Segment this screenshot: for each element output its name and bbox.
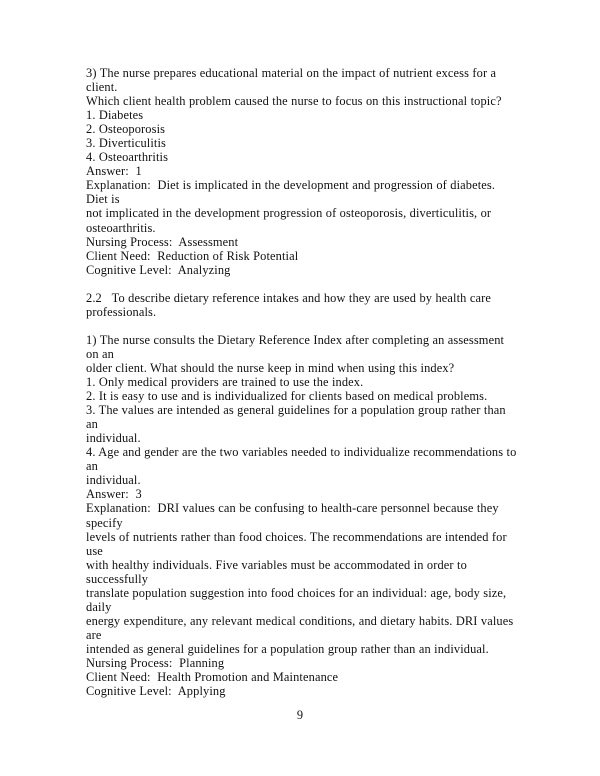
text-line: Answer: 3 <box>86 487 142 502</box>
text-line: osteoarthritis. <box>86 220 156 235</box>
text-line: 1) The nurse consults the Dietary Reference Index after completing an assessment on an <box>86 332 508 361</box>
text-line: Explanation: DRI values can be confusing to health-care personnel because they specify <box>86 501 503 530</box>
text-line: older client. What should the nurse keep in mind when using this index? <box>86 360 455 375</box>
text-line: intended as general guidelines for a population group rather than an individual. <box>86 641 489 656</box>
text-line: Nursing Process: Assessment <box>86 234 239 249</box>
text-line: with healthy individuals. Five variables must be accommodated in order to successfully <box>86 557 471 586</box>
text-line: 2. Osteoporosis <box>86 122 166 137</box>
text-line: 3. Diverticulitis <box>86 136 167 151</box>
text-line: Which client health problem caused the nurse to focus on this instructional topic? <box>86 94 502 109</box>
page-number: 9 <box>296 708 304 722</box>
text-line: Nursing Process: Planning <box>86 655 225 670</box>
text-line: levels of nutrients rather than food choices. The recommendations are intended for use <box>86 529 511 558</box>
page-body <box>86 66 518 698</box>
text-line: Explanation: Diet is implicated in the development and progression of diabetes. Diet is <box>86 178 499 207</box>
text-line: Client Need: Reduction of Risk Potential <box>86 248 299 263</box>
text-line: not implicated in the development progression of osteoporosis, diverticulitis, or <box>86 206 492 221</box>
text-line: 3. The values are intended as general guidelines for a population group rather than an <box>86 403 510 432</box>
text-line: Client Need: Health Promotion and Maintenance <box>86 670 339 685</box>
text-line: translate population suggestion into food choices for an individual: age, body size, daily <box>86 585 510 614</box>
paragraph-spacer <box>86 319 518 333</box>
text-line: Cognitive Level: Analyzing <box>86 262 231 277</box>
text-line: 2.2 To describe dietary reference intakes and how they are used by health care <box>86 290 491 305</box>
text-line: 3) The nurse prepares educational material on the impact of nutrient excess for a client. <box>86 66 500 95</box>
text-line: individual. <box>86 473 141 488</box>
text-line: 1. Diabetes <box>86 108 144 123</box>
text-line: Cognitive Level: Applying <box>86 684 226 699</box>
text-line: professionals. <box>86 304 157 319</box>
text-block-objective-2-2 <box>86 291 518 319</box>
text-line: 1. Only medical providers are trained to use the index. <box>86 375 364 390</box>
text-line: 2. It is easy to use and is individualized for clients based on medical problems. <box>86 389 488 404</box>
text-block-question-1 <box>86 333 518 698</box>
text-line: Answer: 1 <box>86 164 142 179</box>
text-line: 4. Age and gender are the two variables needed to individualize recommendations to an <box>86 445 520 474</box>
paragraph-spacer <box>86 277 518 291</box>
text-line: energy expenditure, any relevant medical conditions, and dietary habits. DRI values are <box>86 613 517 642</box>
text-block-question-3 <box>86 66 518 277</box>
text-line: individual. <box>86 431 141 446</box>
text-line: 4. Osteoarthritis <box>86 150 169 165</box>
